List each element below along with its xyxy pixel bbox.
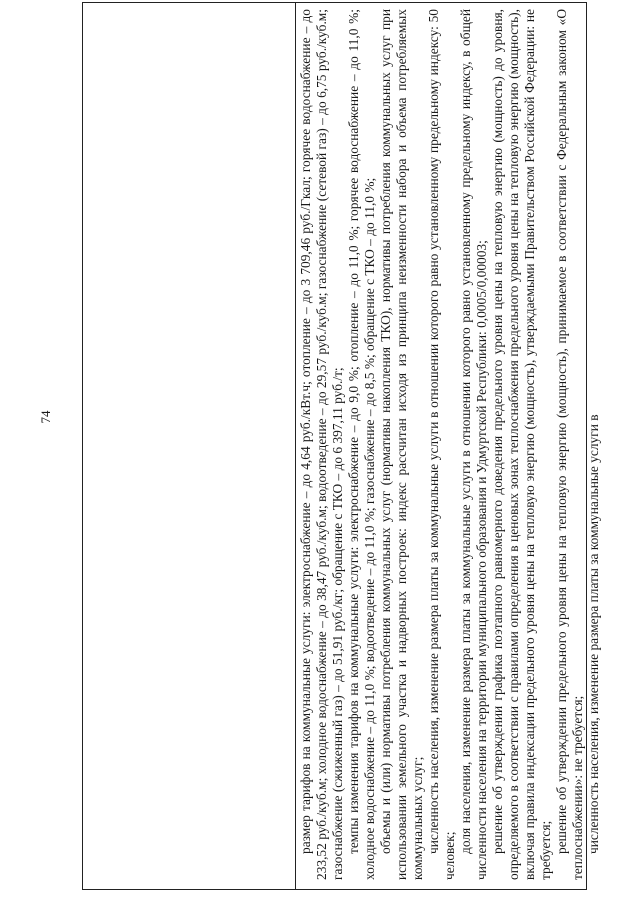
table-cell-text: [296, 1, 601, 889]
paragraph-heat-price-schedule: решение об утверждении графика поэтапного равномерного доведения предельного уровня цены на тепловую энергию (мощность) до уровня, определяемого в соответствии с правилами определения в ценовых зонах теплоснабжения предельного уровня цены на тепловую энергию (мощность), включая правила индексации предельного уровня цены на тепловую энергию (мощность), утверждаемыми Правительством Российской Федерации: не требуется;: [490, 9, 553, 880]
paragraph-heat-price-limit: решение об утверждении предельного уровня цены на тепловую энергию (мощность), принимаемое в соответствии с Федеральным законом «О теплоснабжении»: не требуется;: [554, 9, 585, 880]
paragraph-population-count: численность населения, изменение размера платы за коммунальные услуги в отношении которого равно установленному предельному индексу: 50 человек;: [426, 9, 457, 880]
paragraph-tariff-sizes: размер тарифов на коммунальные услуги: электроснабжение – до 4,64 руб./кВт.ч; отопление – до 3 709,46 руб./Гкал; горячее водоснабжение – до 233,52 руб./куб.м; холодное водоснабжение – до 38,47 руб./куб.м; водоотведение – до 29,57 руб./куб.м; газоснабжение (сетевой газ) – до 6,75 руб./куб.м; газоснабжение (сжиженный газ) – до 51,91 руб./кг; обращение с ТКО – до 6 397,11 руб./т;: [298, 9, 345, 880]
paragraph-population-share: доля населения, изменение размера платы за коммунальные услуги в отношении которого равно установленному предельному индексу, в общей численности населения на территории муниципального образования и Удмуртской Республики: 0,0005/0,00003;: [458, 9, 489, 880]
paragraph-tariff-growth: темпы изменения тарифов на коммунальные услуги: электроснабжение – до 9,0 %; отопление – до 11,0 %; горячее водоснабжение – до 11,0 %; холодное водоснабжение – до 11,0 %; водоотведение – до 11,0 %; газоснабжение – до 8,5 %; обращение с ТКО – до 11,0 %;: [346, 9, 377, 880]
paragraph-consumption-volumes: объемы и (или) нормативы потребления коммунальных услуг (нормативы накопления ТКО), нормативы потребления коммунальных услуг при использовании земельного участка и надворных построек: индекс рассчитан исходя из принципа неизменности набора и объема потребляемых коммунальных услуг;: [378, 9, 425, 880]
paragraph-population-continued: численность населения, изменение размера платы за коммунальные услуги в: [586, 414, 601, 854]
page-number: 74: [38, 410, 53, 424]
table-frame: [82, 2, 601, 890]
